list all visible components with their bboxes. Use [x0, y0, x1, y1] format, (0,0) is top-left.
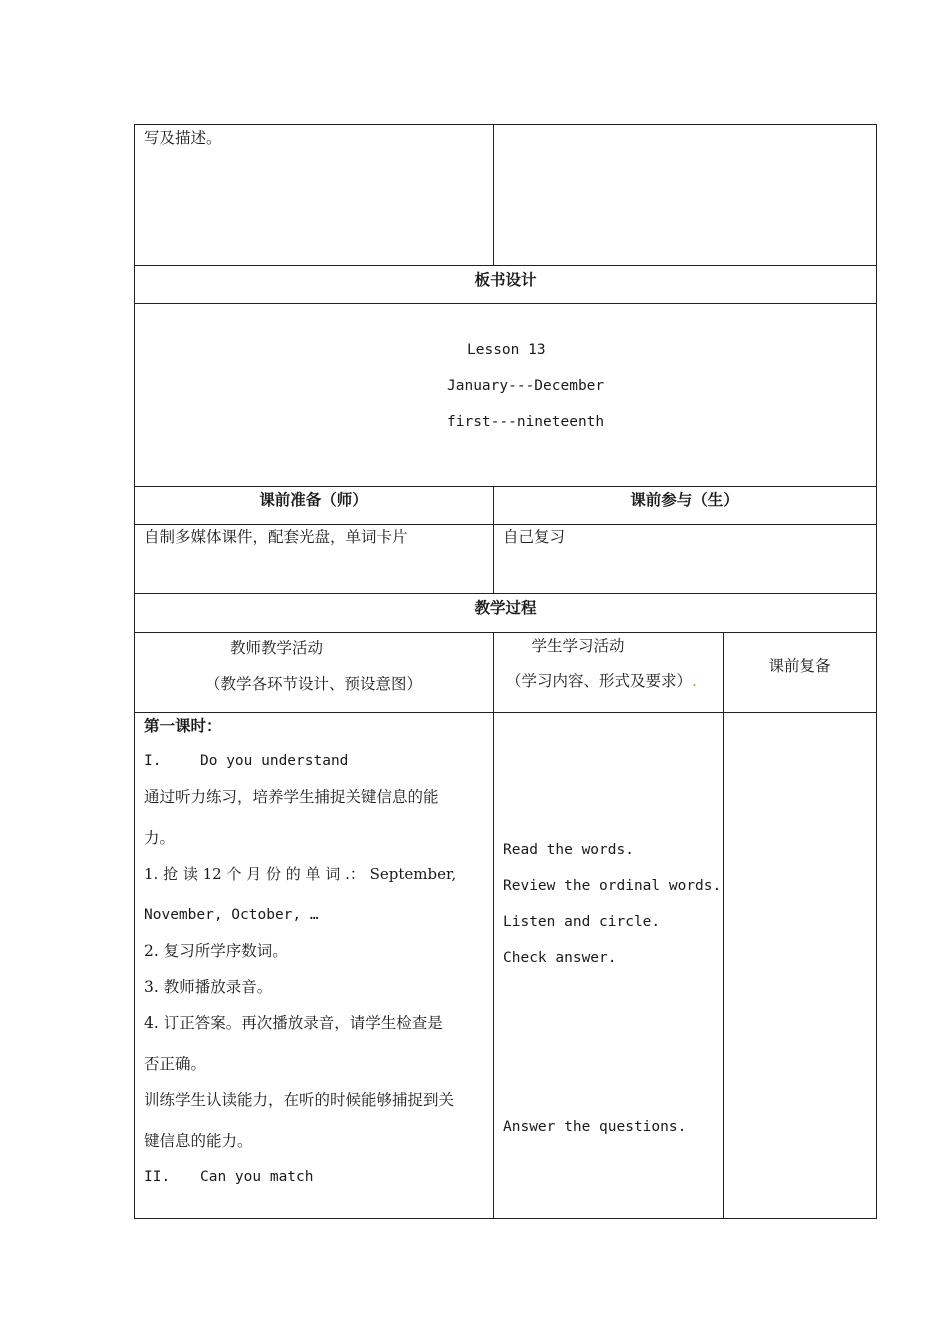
student-activity-title: 学生学习活动 — [531, 637, 625, 655]
item-3: 3. 教师播放录音。 — [144, 978, 273, 996]
table-border-top — [134, 124, 877, 125]
item-1-line2: November, October, … — [144, 907, 319, 923]
student-prep-header: 课前参与（生） — [630, 491, 739, 509]
student-activity-item: Listen and circle. — [503, 914, 661, 930]
table-border-bottom — [134, 1218, 877, 1219]
board-line-months: January---December — [447, 378, 605, 394]
student-activity-item: Answer the questions. — [503, 1119, 687, 1135]
section-1-purpose-line1: 通过听力练习，培养学生捕捉关键信息的能 — [144, 788, 439, 806]
top-row-left-text: 写及描述。 — [144, 129, 222, 147]
item-4-line2: 否正确。 — [144, 1055, 207, 1073]
teacher-prep-text: 自制多媒体课件，配套光盘，单词卡片 — [144, 528, 408, 546]
item-4-line1: 4. 订正答案。再次播放录音，请学生检查是 — [144, 1014, 443, 1032]
column-divider — [723, 632, 724, 1218]
section-1-number: I. — [144, 753, 162, 769]
training-line1: 训练学生认读能力，在听的时候能够捕捉到关 — [144, 1091, 455, 1109]
student-activity-item: Read the words. — [503, 842, 634, 858]
review-column-title: 课前复备 — [768, 657, 831, 675]
item-1-line1: 1. 抢 读 12 个 月 份 的 单 词 .： September, — [144, 865, 457, 883]
item-2: 2. 复习所学序数词。 — [144, 942, 288, 960]
board-design-header: 板书设计 — [474, 271, 537, 289]
training-line2: 键信息的能力。 — [144, 1132, 253, 1150]
process-header: 教学过程 — [474, 599, 537, 617]
row-divider — [134, 265, 877, 266]
student-prep-text: 自己复习 — [503, 528, 566, 546]
column-divider — [493, 124, 494, 265]
teacher-activity-title: 教师教学活动 — [229, 639, 323, 657]
section-1-title: Do you understand — [200, 753, 349, 769]
row-divider — [134, 593, 877, 594]
board-line-ordinals: first---nineteenth — [447, 414, 605, 430]
section-2-title: Can you match — [200, 1169, 314, 1185]
row-divider — [134, 632, 877, 633]
teacher-activity-subtitle: （教学各环节设计、预设意图） — [204, 675, 422, 693]
student-activity-subtitle: （学习内容、形式及要求）. — [506, 672, 697, 690]
section-2-number: II. — [144, 1169, 171, 1185]
student-activity-item: Check answer. — [503, 950, 617, 966]
row-divider — [134, 303, 877, 304]
row-divider — [134, 486, 877, 487]
row-divider — [134, 712, 877, 713]
section-1-purpose-line2: 力。 — [144, 829, 176, 847]
period-label: 第一课时： — [144, 717, 222, 735]
row-divider — [134, 524, 877, 525]
teacher-prep-header: 课前准备（师） — [259, 491, 368, 509]
student-activity-item: Review the ordinal words. — [503, 878, 722, 894]
board-line-lesson: Lesson 13 — [467, 342, 546, 358]
column-divider — [493, 632, 494, 1218]
